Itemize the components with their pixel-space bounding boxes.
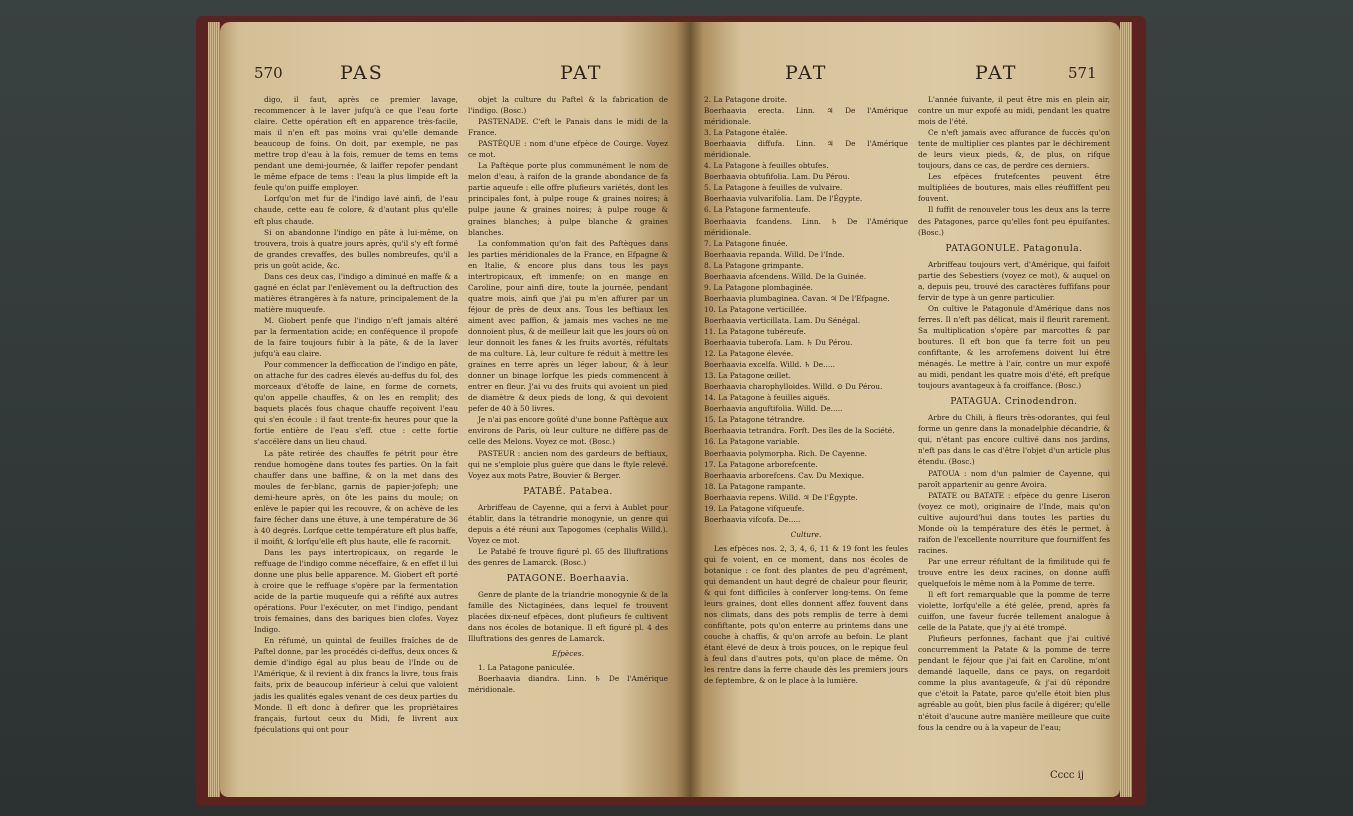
paragraph: On cultive le Patagonule d'Amérique dans nos ferres. Il n'eft pas délicat, mais il fleurit rarement. Sa multiplication s'opère par marcottes & par boutures. Il eft bon que fa terre foit un peu confiftante, & les arrofemens doivent lui être ménagés. Le mettre à l'air, contre un mur expofé au midi, pendant les quatre mois d'été, eft prefque toujours avantageux à fa croiffance. (Bosc.) [918,303,1110,391]
paragraph: Boerhaavia verticillata. Lam. Du Sénégal. [704,315,861,325]
paragraph: Boerhaavia polymorpha. Rich. De Cayenne. [704,448,867,458]
paragraph: 2. La Patagone droite. [704,95,787,104]
paragraph: L'année fuivante, il peut être mis en plein air, contre un mur expofé au midi, pendant les quatre mois de l'été. [918,95,1110,127]
paragraph: En réfumé, un quintal de feuilles fraîches de de Paftel donne, par les procédés ci-deffus, deux onces & demie d'indigo égal au plus beau de l'Inde ou de l'Amérique, & il revient à dix francs la livre, tous frais faits, prix de beaucoup inférieur à celui que valoient jadis les qualités egales venant de ces deux parties du Monde. Il eft donc à defirer que les propriétaires français, furtout ceux du Midi, fe livrent aux fpéculations qui ont pour [254,636,458,734]
paragraph: 18. La Patagone rampante. [704,481,806,491]
paragraph: Il eft fort remarquable que la pomme de terre violette, lorfqu'elle a été gelée, prend, après fa cuiffon, une faveur fucrée tellement analogue à celle de la Patate, que j'y ai été trompé. [918,590,1110,633]
paragraph: Pour commencer la defficcation de l'indigo en pâte, on attache fur des cadres élevés au-deffus du fol, des morceaux d'étoffe de laine, en forme de cornets, qu'on appelle chauffes, & on les en remplit; des baquets placés fous chaque chauffe reçoivent l'eau qui s'en écoule : il faut trente-fix heures pour que la fortie entière de l'eau s'eff. ctue : cette fortie s'accélère dans un lieu chaud. [254,360,458,447]
right-column-1 [704,94,908,686]
paragraph: Dans ces deux cas, l'indigo a diminué en maffe & a gagné en éclat par l'enlèvement ou la deftruction des matières étrangères à fa nature, principalement de la matière muqueufe. [254,271,458,314]
paragraph: La pâte retirée des chauffes fe pétrit pour être rendue homogène dans toutes fes parties. On la fait chauffer dans une baffine, & on la met dans des moules de fer-blanc, garnis de papier-jofeph; une demi-heure après, on ôte les pains du moule; on enlève le papier qui les recouvre, & on achève de les faire fécher dans une étuve, à une température de 36 à 40 degrés. Lorfque cette température eft plus baffe, il moifit, & lorfqu'elle eft plus haute, elle fe racornit. [254,448,458,546]
paragraph: Boerhaavia anguftifolia. Willd. De..... [704,404,843,414]
paragraph: 11. La Patagone tubéreufe. [704,326,806,336]
paragraph: Boerhaavia diffufa. Linn. ♃ De l'Amérique méridionale. [704,139,908,160]
paragraph: 16. La Patagone variable. [704,437,800,447]
paragraph: PASTÈQUE : nom d'une efpèce de Courge. Voyez ce mot. [468,139,668,160]
running-head-left: PAT [785,62,828,84]
paragraph: Boerhaavia tetrandra. Forft. Des îles de la Société. [704,426,895,436]
paragraph: digo, il faut, après ce premier lavage, recommencer à le laver jufqu'à ce que l'eau forte claire. Cette opération eft en apparence très-facile, mais il n'en eft pas moins vrai qu'elle demande beaucoup de foins. On doit, par exemple, ne pas mettre trop d'eau à la fois, remuer de tems en tems pendant une demi-journée, & laiffer repofer pendant le même efpace de tems : l'eau la plus limpide eft la feule qu'on puiffe employer. [254,95,458,193]
paragraph: Le Patabé fe trouve figuré pl. 65 des Illuftrations des genres de Lamarck. (Bosc.) [468,546,668,567]
paragraph: 13. La Patagone œillet. [704,371,791,381]
paragraph: Les efpèces frutefcentes peuvent être multipliées de boutures, mais elles réuffiffent peu fouvent. [918,172,1110,204]
paragraph: Boerhaavia repanda. Willd. De l'Inde. [704,249,845,259]
paragraph: Il fuffit de renouveler tous les deux ans la terre des Patagones, parce qu'elles font peu épuifantes. (Bosc.) [918,205,1110,237]
paragraph: 4. La Patagone à feuilles obtufes. [704,161,829,171]
paragraph: Boerhaavia diandra. Linn. ♄ De l'Amérique méridionale. [468,674,668,695]
paragraph: Arbriffeau de Cayenne, qui a fervi à Aublet pour établir, dans la tétrandrie monogynie, un genre qui depuis a été réuni aux Tapogomes (cephalis Willd.). Voyez ce mot. [468,502,668,545]
paragraph: 10. La Patagone verticillée. [704,304,807,314]
paragraph: 3. La Patagone étalée. [704,128,788,138]
entry-title-patagua: PATAGUA. Crinodendron. [950,397,1078,408]
paragraph: Ce n'eft jamais avec affurance de fuccès qu'on tente de multiplier ces plantes par le déchirement de leurs vieux pieds, &, de plus, on rifque toujours, dans ce cas, de perdre ces derniers. [918,128,1110,171]
paragraph: Boerhaavia tuberofa. Lam. ♄ Du Pérou. [704,338,853,348]
paragraph: Boerhaavia plumbaginea. Cavan. ♃ De l'Efpagne. [704,293,890,303]
paragraph: Boerhaavia obtufifolia. Lam. Du Pérou. [704,172,850,182]
paragraph: 12. La Patagone élevée. [704,349,794,359]
running-head-right: PAT [560,62,603,84]
entry-title-patabe: PATABÉ. Patabea. [523,486,613,497]
paragraph: 1. La Patagone paniculée. [478,663,575,673]
running-head-right: PAT [975,62,1018,84]
paragraph: Boerhaavia fcandens. Linn. ♄ De l'Amérique méridionale. [704,216,908,237]
entry-title-patagonule: PATAGONULE. Patagonula. [945,243,1083,254]
paragraph: objet la culture du Paftel & la fabrication de l'indigo. (Bosc.) [468,95,668,116]
paragraph: Genre de plante de la triandrie monogynie & de la famille des Nictaginées, dans lequel fe trouvent placées dix-neuf efpèces, dont plufieurs fe cultivent dans nos écoles de botanique. Il eft figuré pl. 4 des Illuftrations des genres de Lamarck. [468,590,668,644]
page-number: 571 [1068,64,1097,82]
paragraph: La Paftèque porte plus communément le nom de melon d'eau, à raifon de la grande abondance de fa partie aqueufe : elle offre plufieurs variétés, dont les principales font, à pulpe rouge & graines noires; à pulpe jaune & graines noires; à pulpe rouge & graines blanches; à pulpe blanche & graines blanches. [468,161,668,237]
paragraph: Boerhaavia excelfa. Willd. ♄ De..... [704,360,835,370]
paragraph: Arbre du Chili, à fleurs très-odorantes, qui feul forme un genre dans la monadelphie décandrie, & qui, n'étant pas encore cultivé dans nos jardins, n'eft pas dans le cas d'être l'objet d'un article plus étendu. (Bosc.) [918,413,1110,467]
signature-mark: Cccc ij [1050,770,1084,781]
paragraph: PATOUA : nom d'un palmier de Cayenne, qui paroît appartenir au genre Avoira. [918,468,1110,489]
paragraph: Plufieurs perfonnes, fachant que j'ai cultivé concurremment la Patate & la pomme de terre pendant le féjour que j'ai fait en Caroline, m'ont demandé laquelle, dans ce pays, on regardoit comme la plus avantageufe, & j'ai dû répondre que c'étoit la Patate, parce qu'elle étoit bien plus agréable au goût, bien plus facile à digérer; qu'elle n'étoit d'aucune autre manière meilleure que cuite fous la cendre ou à la vapeur de l'eau; [918,634,1110,732]
paragraph: Dans les pays intertropicaux, on regarde le reffuage de l'indigo comme néceffaire, & en effet il lui donne une plus belle apparence. M. Giobert eft porté à croire que le reffuage s'opère par la fermentation acide de la partie muqueufe qui a réfifté aux autres opérations. Pour l'exécuter, on met l'indigo, pendant trois femaines, dans des bariques bien clofes. Voyez Indigo. [254,547,458,635]
paragraph: Boerhaavia charophylloides. Willd. ⊙ Du Pérou. [704,382,883,392]
paragraph: 6. La Patagone farmenteufe. [704,205,811,215]
subheading-culture: Culture. [790,529,822,539]
paragraph: PASTENADE. C'eft le Panais dans le midi de la France. [468,117,668,138]
paragraph: PASTEUR : ancien nom des gardeurs de beftiaux, qui ne s'emploie plus guère que dans le ftyle relevé. Voyez aux mots Patre, Bouvier & Berger. [468,448,668,480]
paragraph: Par une erreur réfultant de la fimilitude qui fe trouve entre les deux racines, on donne auffi quelquefois le même nom à la Pomme de terre. [918,556,1110,588]
paragraph: 5. La Patagone à feuilles de vulvaire. [704,183,843,193]
paragraph: Boerhaavia afcendens. Willd. De la Guinée. [704,271,867,281]
paragraph: Arbriffeau toujours vert, d'Amérique, qui faifoit partie des Sebestiers (voyez ce mot), & auquel on a, depuis peu, trouvé des caractères fuffifans pour fervir de type à un genre particulier. [918,259,1110,302]
paragraph: Lorfqu'on met fur de l'indigo lavé ainfi, de l'eau chaude, cette eau fe colore, & d'autant plus qu'elle eft plus chaude. [254,194,458,226]
right-page-edge [1120,22,1132,797]
paragraph: 8. La Patagone grimpante. [704,260,804,270]
entry-title-patagone: PATAGONE. Boerhaavia. [506,573,630,584]
paragraph: Boerhaavia vifcofa. De..... [704,514,801,524]
paragraph: Boerhaavia vulvarifolia. Lam. De l'Égypte. [704,194,863,204]
paragraph: M. Giobert penfe que l'indigo n'eft jamais altéré par la fermentation acide; en conféquence il propofe de la faire toujours fubir à la pâte, & de la laver jufqu'à eau claire. [254,315,458,359]
paragraph: 9. La Patagone plombaginée. [704,282,813,292]
left-column-1 [254,94,458,735]
right-page [690,22,1120,797]
paragraph: Boerhaavia repens. Willd. ♃ De l'Égypte. [704,492,858,502]
left-page-edge [208,22,220,797]
subheading-especes: Efpèces. [552,649,584,659]
running-head-left: PAS [340,62,384,84]
paragraph: Boerhaavia arborefcens. Cav. Du Mexique. [704,470,864,480]
paragraph: 7. La Patagone finuée. [704,238,788,248]
paragraph: La confommation qu'on fait des Paftèques dans les parties méridionales de la France, en Efpagne & en Italie, & encore plus dans tous les pays intertropicaux, eft immenfe; on en mange en Caroline, pour ainfi dire, toute la journée, pendant quatre mois, ainfi que j'ai pu m'en affurer par un féjour de près de deux ans. Tous les beftiaux les aiment avec paffion, & jamais mes vaches ne me donnoient plus, & de meilleur lait que les jours où on leur donnoit les fanes & les fruits avortés, réfultats de ma culture. Là, leur culture fe réduit à mettre les graines en terre après un léger labour, & à leur donner un binage lorfque les pieds commencent à entrer en fleur. J'ai vu des fruits qui avoient un pied de diamètre & deux pieds de long, & qui devoient pefer de 40 à 50 livres. [468,238,668,414]
paragraph: 14. La Patagone à feuilles aiguës. [704,393,830,403]
paragraph: Les efpèces nos. 2, 3, 4, 6, 11 & 19 font les feules qui fe voient, en ce moment, dans nos écoles de botanique : ce font des plantes de peu d'agrément, qui demandent un haut degré de chaleur pour fleurir, & qui font difficiles à conferver long-tems. On feme leurs graines, dont elles donnent affez fouvent dans nos climats, dans des pots remplis de terre à demi confiftante, pots qu'on enterre au printems dans une couche à chaffis, & qu'on arrofe au befoin. Le plant étant élevé de deux à trois pouces, on le repique feul à feul dans d'autres pots, qu'on place de même. On les rentre dans la ferre chaude dès les premiers jours de feptembre, & on le place à la lumière. [704,543,908,686]
paragraph: 15. La Patagone tétrandre. [704,415,805,425]
paragraph: Boerhaavia erecta. Linn. ♃ De l'Amérique méridionale. [704,106,908,127]
right-column-2 [918,94,1110,733]
left-page [220,22,690,797]
paragraph: PATATE ou BATATE : efpèce du genre Liseron (voyez ce mot), originaire de l'Inde, mais qu'on cultive aujourd'hui dans toutes les parties du Monde où la température des étés le permet, à raifon de l'excellente nourriture que fourniffent fes racines. [918,490,1110,555]
paragraph: Si on abandonne l'indigo en pâte à lui-même, on trouvera, trois à quatre jours après, qu'il s'y eft formé de grandes crevaffes, des bulles nombreufes, qu'il a pris un goût acide, &c. [254,227,458,270]
page-number: 570 [254,64,283,82]
paragraph: 17. La Patagone arborefcente. [704,459,818,469]
paragraph: 19. La Patagone vifqueufe. [704,503,805,513]
paragraph: Je n'ai pas encore goûté d'une bonne Paftèque aux environs de Paris, où leur culture ne diffère pas de celle des Melons. Voyez ce mot. (Bosc.) [468,415,668,447]
left-column-2 [468,94,668,695]
